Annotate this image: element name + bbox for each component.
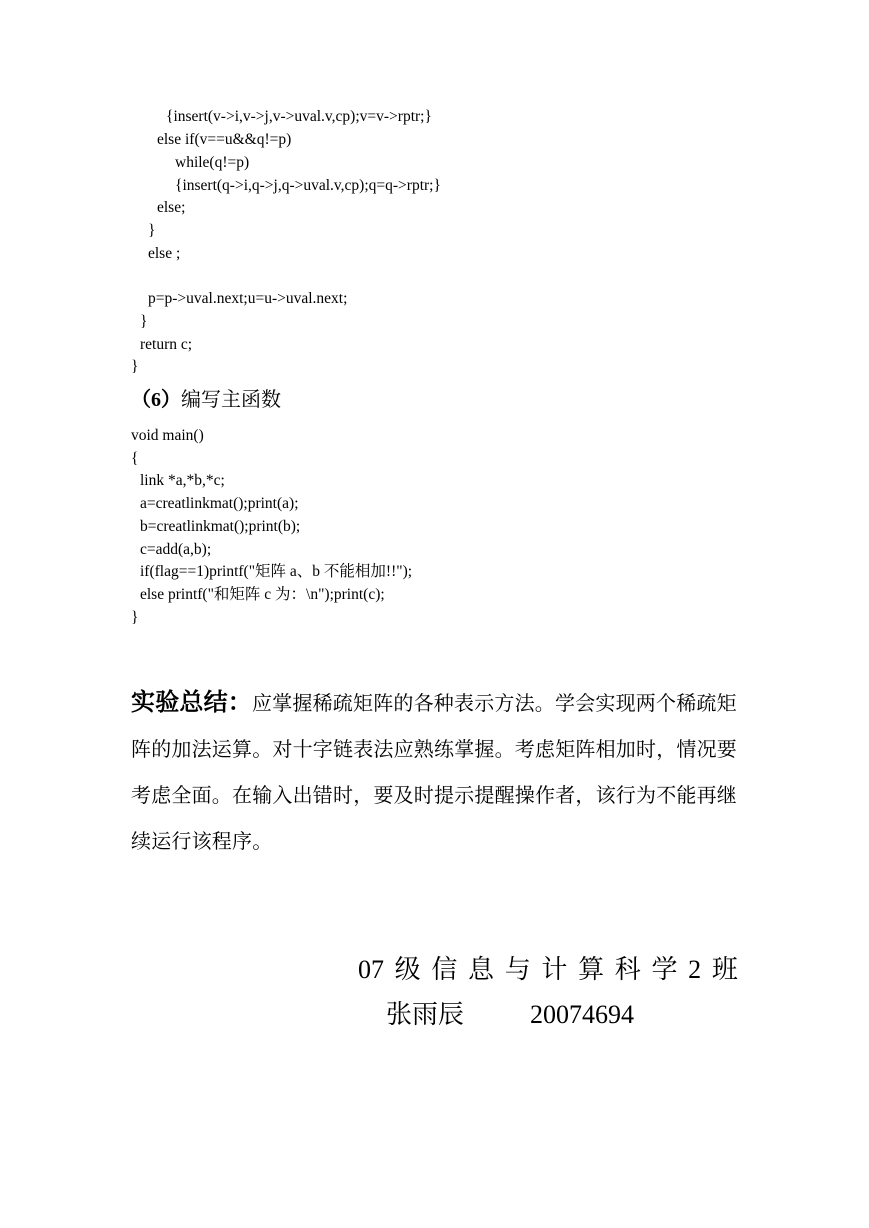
code-line-create-b: b=creatlinkmat();print(b); bbox=[140, 518, 301, 535]
code-line-add: c=add(a,b); bbox=[140, 541, 212, 558]
class-char: 级 bbox=[394, 955, 421, 984]
class-char: 信 bbox=[431, 955, 458, 984]
code-line-close-brace-func: } bbox=[131, 358, 139, 375]
code-line-close-brace-main: } bbox=[131, 609, 139, 626]
class-info bbox=[358, 953, 738, 987]
class-char: 07 bbox=[358, 955, 384, 984]
code-line-insert-v: {insert(v->i,v->j,v->uval.v,cp);v=v->rptr;} bbox=[166, 108, 432, 125]
code-line-create-a: a=creatlinkmat();print(a); bbox=[140, 495, 299, 512]
author-name: 张雨辰 bbox=[386, 1000, 465, 1029]
summary-label: 实验总结： bbox=[131, 690, 252, 716]
code-line-else-empty: else; bbox=[157, 199, 186, 216]
student-id: 20074694 bbox=[530, 1000, 635, 1029]
summary-text: 应掌握稀疏矩阵的各种表示方法。学会实现两个稀疏矩阵的加法运算。对十字链表法应熟练掌握。考虑矩阵相加时，情况要考虑全面。在输入出错时，要及时提示提醒操作者，该行为不能再继续运行该程序。 bbox=[131, 693, 737, 853]
code-line-else-if: else if(v==u&&q!=p) bbox=[157, 131, 292, 148]
code-line-void-main: void main() bbox=[131, 427, 204, 444]
class-char: 息 bbox=[468, 955, 495, 984]
class-char: 与 bbox=[504, 955, 531, 984]
class-char: 科 bbox=[614, 955, 641, 984]
class-char: 2 bbox=[688, 955, 702, 984]
code-line-while: while(q!=p) bbox=[175, 154, 250, 171]
class-char: 计 bbox=[541, 955, 568, 984]
code-line-declare: link *a,*b,*c; bbox=[140, 472, 225, 489]
section-number: （6） bbox=[131, 389, 181, 411]
code-line-return: return c; bbox=[140, 336, 193, 353]
code-line-else-semicolon: else ; bbox=[148, 245, 181, 262]
code-line-if-flag: if(flag==1)printf("矩阵 a、b 不能相加!!"); bbox=[140, 563, 413, 580]
code-line-else-print: else printf("和矩阵 c 为：\n");print(c); bbox=[140, 586, 385, 603]
code-line-open-brace: { bbox=[131, 450, 139, 467]
experiment-summary bbox=[131, 680, 743, 865]
class-char: 算 bbox=[578, 955, 605, 984]
code-line-close-brace-loop: } bbox=[140, 313, 148, 330]
class-char: 学 bbox=[651, 955, 678, 984]
code-line-insert-q: {insert(q->i,q->j,q->uval.v,cp);q=q->rptr;} bbox=[175, 177, 441, 194]
section-heading bbox=[131, 386, 281, 414]
code-line-advance-pointers: p=p->uval.next;u=u->uval.next; bbox=[148, 290, 348, 307]
code-line-close-brace-inner: } bbox=[148, 222, 156, 239]
class-char: 班 bbox=[711, 955, 738, 984]
author-info bbox=[386, 998, 634, 1032]
section-title: 编写主函数 bbox=[181, 389, 281, 411]
